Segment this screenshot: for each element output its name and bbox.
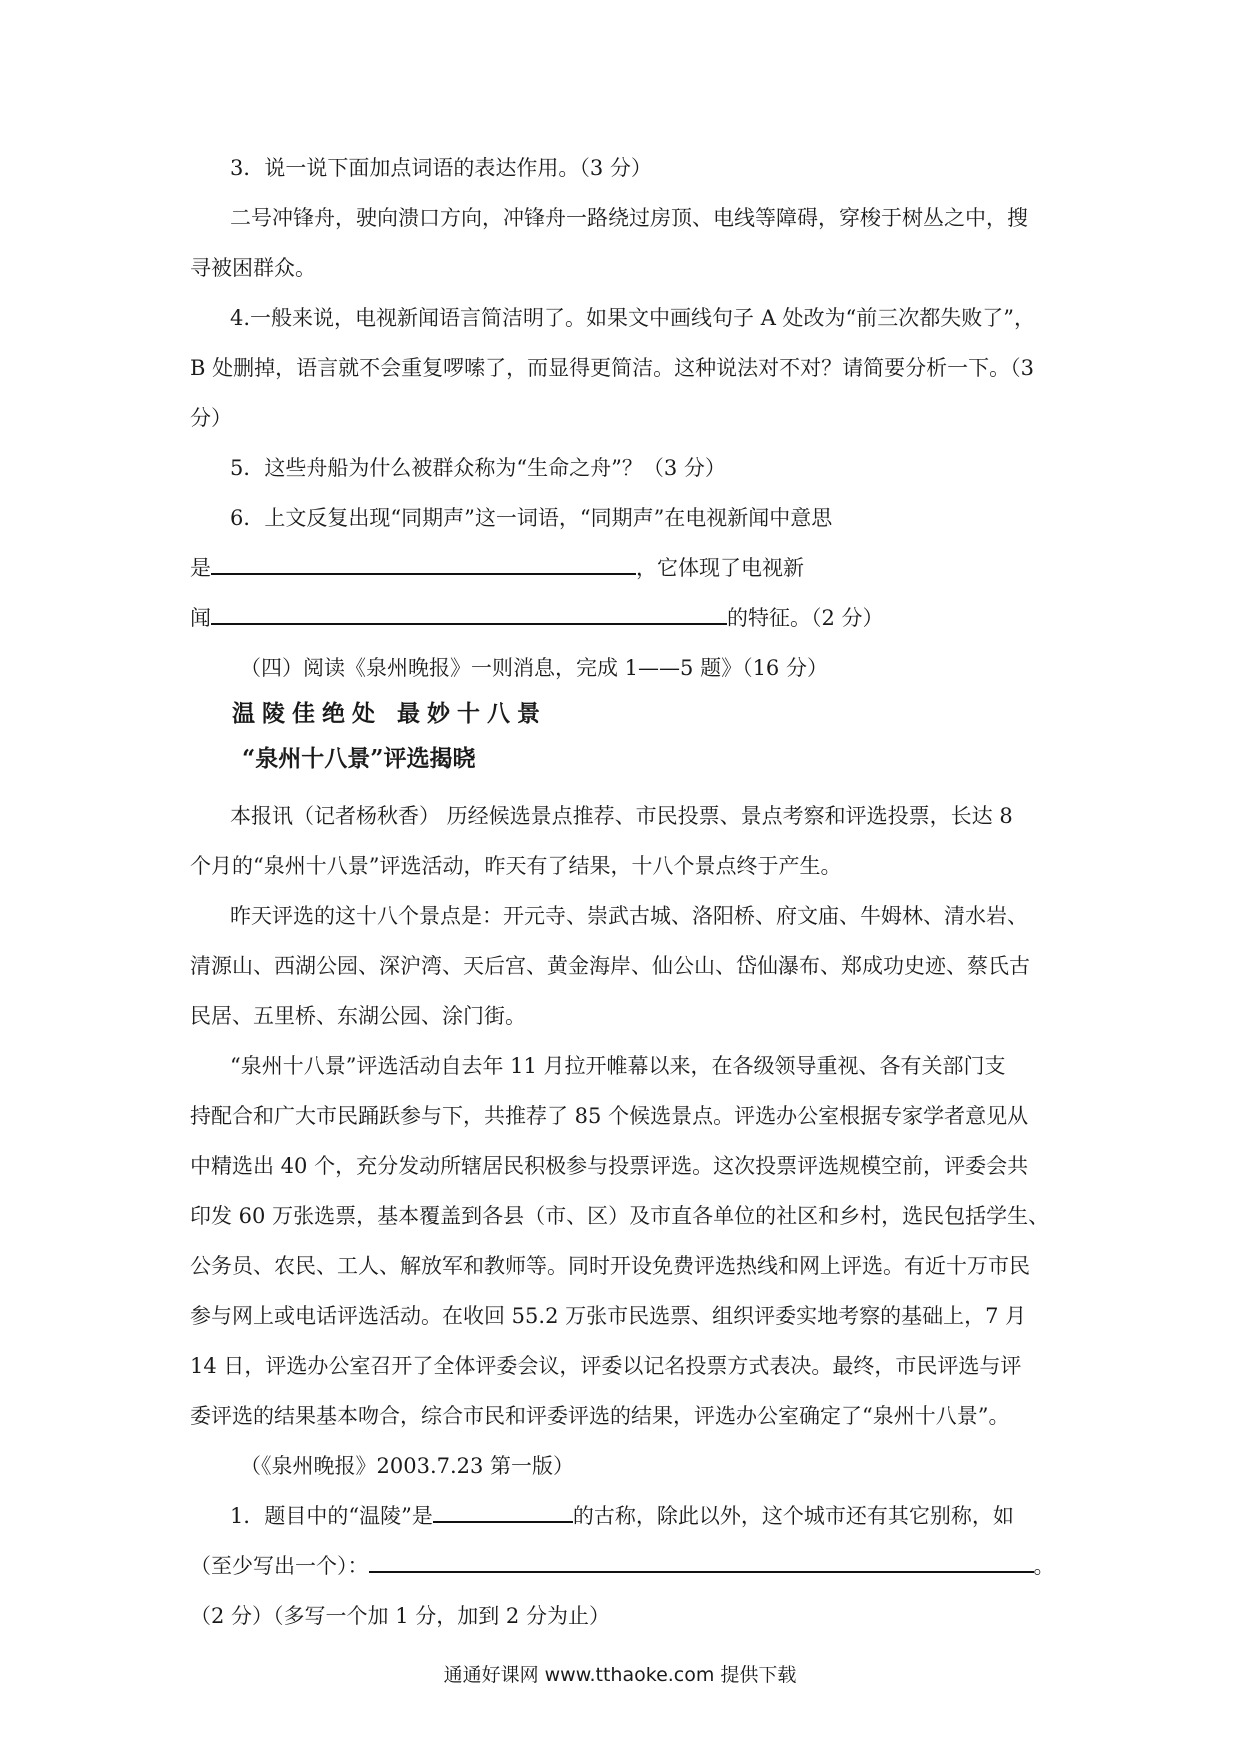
question-5-prompt: 5．这些舟船为什么被群众称为“生命之舟”？（3 分） [230, 456, 726, 480]
article-paragraph-cont: 印发 60 万张选票，基本覆盖到各县（市、区）及市直各单位的社区和乡村，选民包括学生、 [190, 1204, 1050, 1228]
article-paragraph-cont: 参与网上或电话评选活动。在收回 55.2 万张市民选票、组织评委实地考察的基础上，7 月 [190, 1304, 1027, 1328]
question-3-quote-cont: 寻被困群众。 [190, 256, 316, 280]
question-4-line: 分） [190, 406, 232, 430]
question-6-line: 6．上文反复出现“同期声”这一词语，“同期声”在电视新闻中意思 [230, 506, 833, 530]
article-paragraph-cont: 公务员、农民、工人、解放军和教师等。同时开设免费评选热线和网上评选。有近十万市民 [190, 1254, 1030, 1278]
s4-question-1-line-2: （至少写出一个）： 。 [190, 1541, 1055, 1591]
article-paragraph-cont: 委评选的结果基本吻合，综合市民和评委评选的结果，评选办公室确定了“泉州十八景”。 [190, 1404, 1010, 1428]
article-source: （《泉州晚报》2003.7.23 第一版） [240, 1454, 575, 1478]
article-paragraph-cont: 个月的“泉州十八景”评选活动，昨天有了结果，十八个景点终于产生。 [190, 854, 842, 878]
question-3-quote: 二号冲锋舟，驶向溃口方向，冲锋舟一路绕过房顶、电线等障碍，穿梭于树丛之中，搜 [230, 206, 1028, 230]
article-paragraph: 本报讯（记者杨秋香） 历经候选景点推荐、市民投票、景点考察和评选投票，长达 8 [230, 804, 1013, 828]
article-paragraph: “泉州十八景”评选活动自去年 11 月拉开帷幕以来，在各级领导重视、各有关部门支 [230, 1054, 1006, 1078]
article-subtitle: “泉州十八景”评选揭晓 [242, 745, 476, 772]
s4-question-1-scoring-note: （2 分）（多写一个加 1 分，加到 2 分为止） [190, 1604, 610, 1628]
question-4-line: 4.一般来说，电视新闻语言简洁明了。如果文中画线句子 A 处改为“前三次都失败了”， [230, 306, 1036, 330]
article-paragraph-cont: 14 日，评选办公室召开了全体评委会议，评委以记名投票方式表决。最终，市民评选与评 [190, 1354, 1022, 1378]
answer-blank[interactable] [211, 553, 636, 575]
article-paragraph-cont: 持配合和广大市民踊跃参与下，共推荐了 85 个候选景点。评选办公室根据专家学者意见从 [190, 1104, 1029, 1128]
answer-blank[interactable] [369, 1551, 1034, 1573]
article-paragraph-cont: 清源山、西湖公园、深沪湾、天后宫、黄金海岸、仙公山、岱仙瀑布、郑成功史迹、蔡氏古 [190, 954, 1030, 978]
article-paragraph-cont: 中精选出 40 个，充分发动所辖居民积极参与投票评选。这次投票评选规模空前，评委会共 [190, 1154, 1029, 1178]
question-4-line: B 处删掉，语言就不会重复啰嗦了，而显得更简洁。这种说法对不对？请简要分析一下。（3 [190, 356, 1034, 380]
question-6-fill-line-1: 是 ，它体现了电视新 [190, 543, 804, 593]
answer-blank[interactable] [211, 603, 727, 625]
page-footer: 通通好课网 www.tthaoke.com 提供下载 [443, 1664, 797, 1686]
question-6-fill-line-2: 闻 的特征。（2 分） [190, 593, 884, 643]
question-3-prompt: 3．说一说下面加点词语的表达作用。（3 分） [230, 156, 652, 180]
answer-blank[interactable] [433, 1501, 573, 1523]
article-paragraph-cont: 民居、五里桥、东湖公园、涂门街。 [190, 1004, 526, 1028]
article-paragraph: 昨天评选的这十八个景点是：开元寺、崇武古城、洛阳桥、府文庙、牛姆林、清水岩、 [230, 904, 1028, 928]
section-4-heading: （四）阅读《泉州晚报》一则消息，完成 1——5 题》（16 分） [240, 656, 828, 680]
article-title: 温陵佳绝处 最妙十八景 [232, 700, 548, 727]
s4-question-1-line-1: 1．题目中的“温陵”是 的古称，除此以外，这个城市还有其它别称，如 [230, 1491, 1014, 1541]
